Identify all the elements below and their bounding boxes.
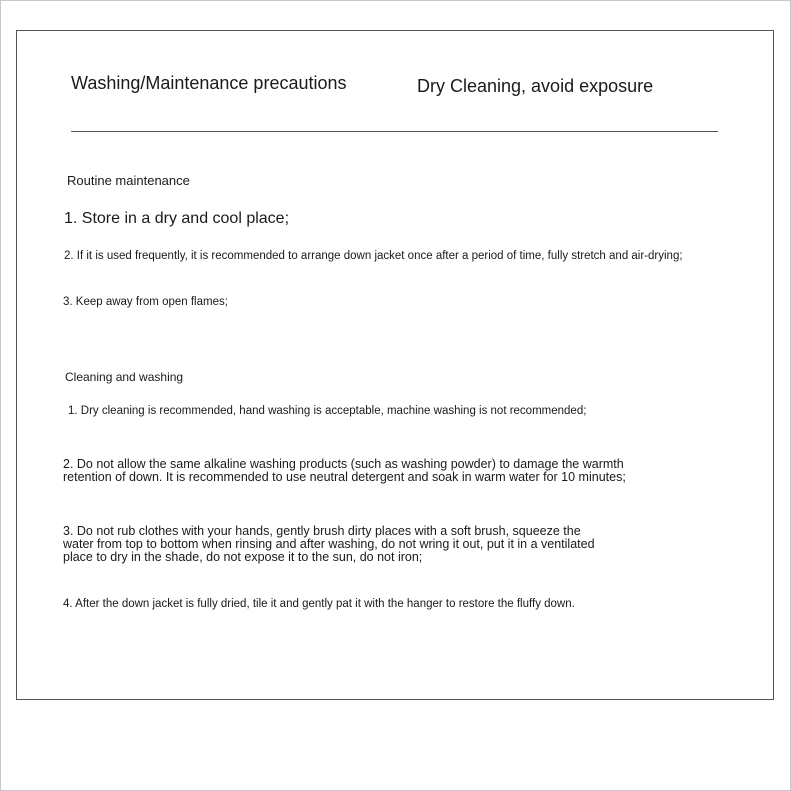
cleaning-heading: Cleaning and washing	[65, 370, 184, 384]
cleaning-item-1: 1. Dry cleaning is recommended, hand washing is acceptable, machine washing is not recommended;	[68, 405, 587, 417]
routine-item-2: 2. If it is used frequently, it is recommended to arrange down jacket once after a period of time, fully stretch and air-drying;	[64, 250, 683, 262]
routine-item-3: 3. Keep away from open flames;	[63, 296, 228, 308]
care-summary: Dry Cleaning, avoid exposure	[417, 76, 654, 96]
cleaning-item-2-line-1: 2. Do not allow the same alkaline washing products (such as washing powder) to damage the warmth	[63, 457, 624, 471]
routine-heading: Routine maintenance	[67, 173, 190, 188]
routine-item-1: 1. Store in a dry and cool place;	[64, 210, 290, 227]
cleaning-item-2-line-2: retention of down. It is recommended to use neutral detergent and soak in warm water for 10 minutes;	[63, 470, 626, 484]
cleaning-item-3-line-3: place to dry in the shade, do not expose it to the sun, do not iron;	[63, 550, 423, 564]
cleaning-item-3-line-1: 3. Do not rub clothes with your hands, gently brush dirty places with a soft brush, squeeze the	[63, 524, 581, 538]
care-title: Washing/Maintenance precautions	[71, 73, 347, 93]
cleaning-item-3-line-2: water from top to bottom when rinsing and after washing, do not wring it out, put it in a ventilated	[63, 537, 595, 551]
header-divider	[71, 131, 718, 132]
cleaning-item-4: 4. After the down jacket is fully dried, tile it and gently pat it with the hanger to restore the fluffy down.	[63, 598, 575, 610]
